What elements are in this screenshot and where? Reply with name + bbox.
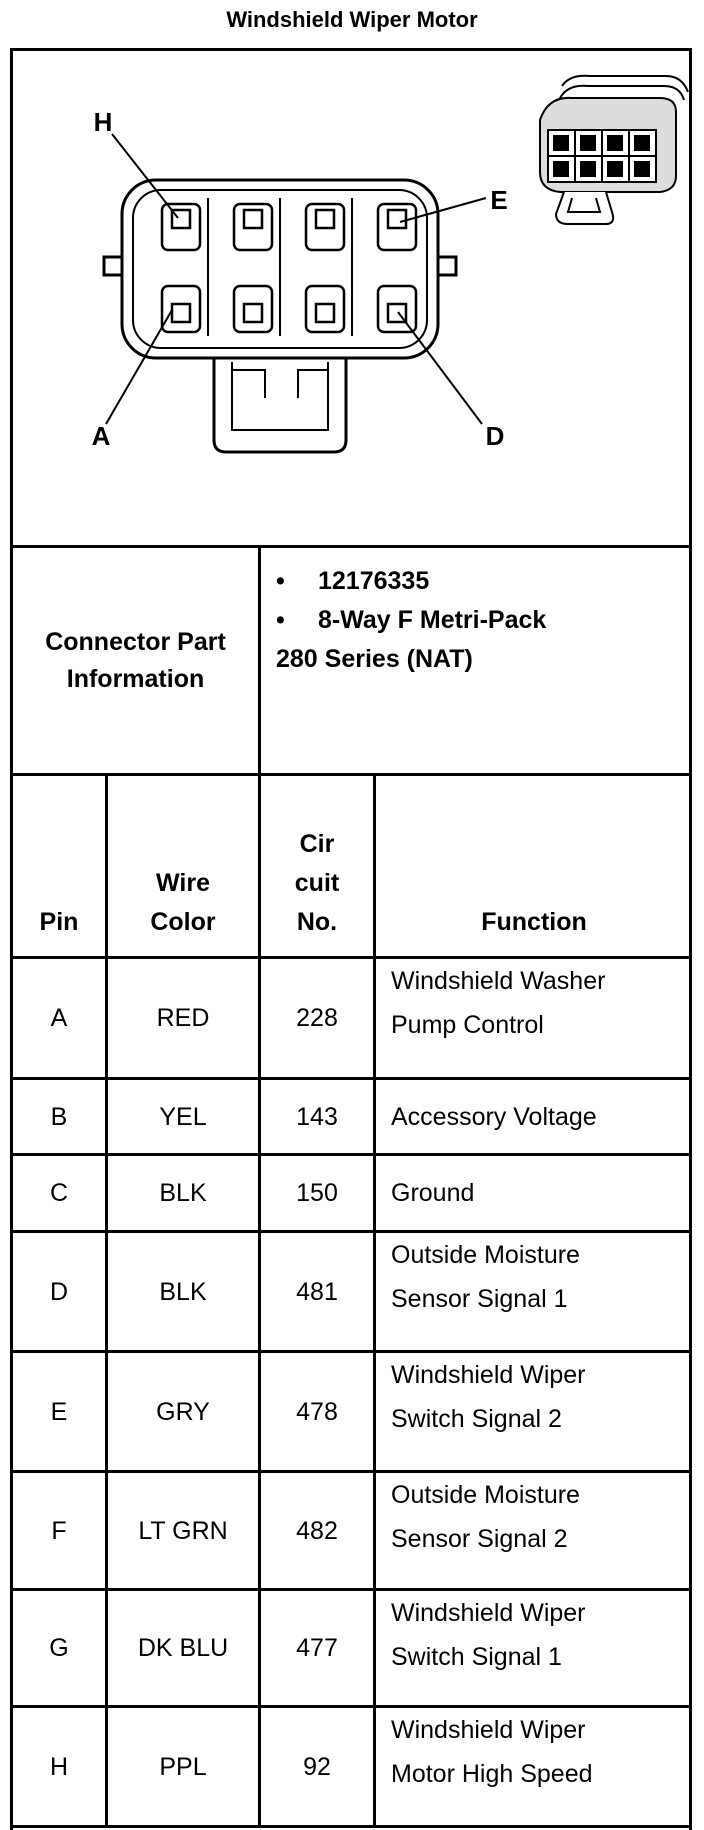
cell-wire-color: LT GRN: [138, 1516, 228, 1545]
cell-pin: H: [49, 1752, 69, 1781]
header-wire-color: [108, 776, 258, 956]
connector-part-details: [276, 562, 546, 679]
bullet: •: [276, 567, 285, 595]
cell-pin: E: [50, 1397, 68, 1426]
connector-diagram: [0, 0, 704, 560]
cell-function-line2: Switch Signal 2: [391, 1405, 562, 1433]
cell-pin: A: [50, 1004, 68, 1032]
cell-function: [391, 1473, 691, 1588]
cell-function-line2: Switch Signal 1: [391, 1643, 562, 1671]
cell-wire-color: BLK: [159, 1179, 207, 1207]
header-circuit-line3: No.: [296, 908, 338, 936]
cell-circuit: 478: [296, 1397, 338, 1426]
cell-circuit: 92: [303, 1752, 331, 1781]
cell-circuit: 228: [296, 1004, 338, 1032]
cell-pin: D: [49, 1277, 69, 1306]
cell-function-line1: Windshield Wiper: [391, 1716, 586, 1744]
cell-circuit: 477: [296, 1634, 338, 1662]
connector-label-line2: Information: [66, 664, 205, 693]
cell-function: [391, 1353, 691, 1470]
cell-function-line1: Outside Moisture: [391, 1241, 580, 1269]
cell-pin: G: [49, 1634, 69, 1662]
cell-circuit: 143: [296, 1102, 338, 1131]
header-circuit-line1: Cir: [299, 830, 335, 858]
page-title: Windshield Wiper Motor: [226, 7, 478, 32]
connector-right-tab: [438, 257, 456, 275]
connector-latch-outer: [214, 358, 346, 452]
cell-wire-color: YEL: [159, 1102, 207, 1131]
header-circuit-line2: cuit: [294, 869, 340, 897]
connector-label-line1: Connector Part: [45, 627, 226, 656]
header-circuit-no: [261, 776, 373, 956]
diagram-label-e: E: [490, 185, 508, 215]
connector-part-number: 12176335: [318, 567, 430, 595]
cell-pin: B: [50, 1102, 68, 1131]
diagram-label-a: A: [91, 421, 111, 451]
cell-wire-color: RED: [156, 1004, 210, 1032]
cell-function-line1: Windshield Wiper: [391, 1361, 586, 1389]
cell-function-line2: Sensor Signal 1: [391, 1285, 568, 1313]
cell-function: [391, 1591, 691, 1705]
cell-circuit: 482: [296, 1516, 338, 1545]
cell-circuit: 150: [296, 1179, 338, 1207]
leader-e: [400, 198, 486, 222]
connector-part-type: 8-Way F Metri-Pack: [318, 606, 547, 634]
cell-function-line1: Windshield Washer: [391, 967, 606, 995]
cell-function-line2: Motor High Speed: [391, 1760, 593, 1788]
cell-function-line1: Windshield Wiper: [391, 1599, 586, 1627]
connector-left-tab: [104, 257, 122, 275]
leader-a: [106, 310, 172, 424]
diagram-label-h: H: [93, 107, 113, 137]
cell-pin: C: [49, 1179, 69, 1207]
header-wire-color-line2: Color: [150, 908, 216, 936]
cell-function: [391, 1708, 691, 1825]
bullet: •: [276, 606, 285, 634]
header-wire-color-line1: Wire: [156, 869, 210, 897]
connector-part-series: 280 Series (NAT): [276, 645, 473, 673]
cell-wire-color: BLK: [159, 1277, 207, 1306]
leader-d: [398, 312, 482, 424]
header-pin: Pin: [39, 908, 79, 936]
cell-function: Ground: [391, 1179, 475, 1207]
connector-iso-view: [540, 76, 688, 224]
connector-part-label: [13, 548, 258, 773]
cell-circuit: 481: [296, 1277, 338, 1306]
header-function: Function: [481, 908, 587, 936]
cell-pin: F: [51, 1516, 67, 1545]
cell-function-line2: Sensor Signal 2: [391, 1525, 568, 1553]
diagram-label-d: D: [485, 421, 505, 451]
pin-cavities: [162, 204, 416, 332]
cell-wire-color: PPL: [159, 1752, 207, 1781]
cell-function: [391, 959, 691, 1077]
cell-function: [391, 1233, 691, 1350]
cell-function: Accessory Voltage: [391, 1102, 597, 1131]
cell-wire-color: DK BLU: [137, 1634, 229, 1662]
connector-latch-inner: [232, 362, 328, 430]
cell-function-line2: Pump Control: [391, 1011, 544, 1039]
cell-function-line1: Outside Moisture: [391, 1481, 580, 1509]
cell-wire-color: GRY: [156, 1397, 210, 1426]
